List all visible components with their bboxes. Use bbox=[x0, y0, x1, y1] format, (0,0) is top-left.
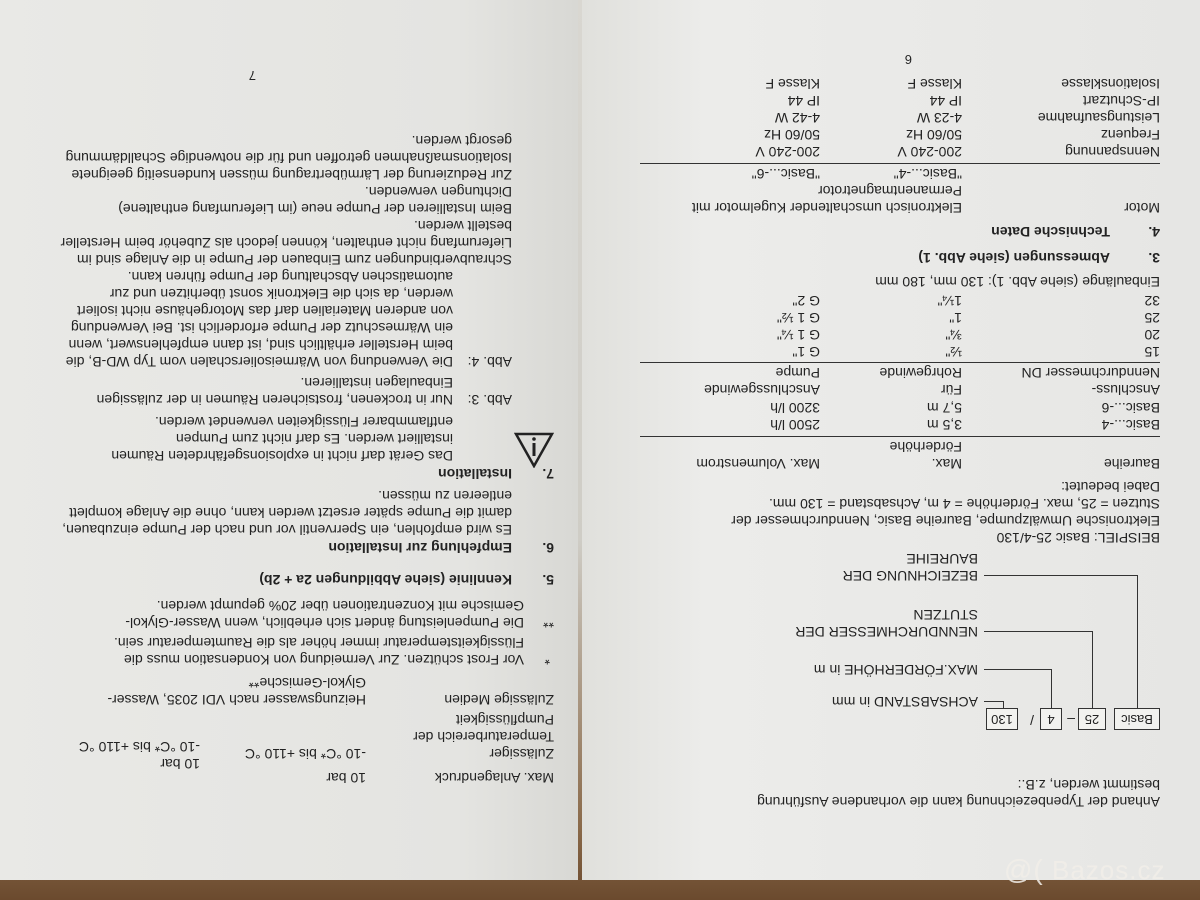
connector-head bbox=[1051, 669, 1052, 709]
type-dash: – bbox=[1067, 712, 1075, 728]
footnote-2-mark: ** bbox=[543, 615, 554, 631]
page-number-6: 6 bbox=[904, 52, 912, 67]
tech-row2-v6: 50/60 Hz bbox=[763, 127, 820, 143]
tech-row2-label: Frequenz bbox=[1100, 127, 1160, 143]
watermark-text: Bazos.cz bbox=[1051, 855, 1166, 885]
footnote-2-line-1: Die Pumpenleistung ändert sich erheblich, wenn Wasser-Glykol- bbox=[125, 615, 524, 631]
abb4-line-6: automatischen Abschaltung der Pumpe führen kann. bbox=[127, 269, 453, 285]
legend-nenndurchmesser: NENNDURCHMESSER DER bbox=[795, 624, 978, 640]
tech-row4-v6: IP 44 bbox=[787, 93, 820, 109]
pressure-basic-4: 10 bar bbox=[326, 770, 366, 786]
abb4-line-12: Zur Reduzierung der Lärmübertragung müssen kundenseitig geeignete bbox=[71, 167, 512, 183]
tech-row3-label: Leistungsaufnahme bbox=[1037, 110, 1160, 126]
watermark bbox=[1004, 854, 1165, 886]
table2-header-rohrgewinde: Rohrgewinde bbox=[879, 365, 962, 381]
section-7-number: 7. bbox=[542, 466, 554, 482]
abb3-line-2: Einbaulagen installieren. bbox=[300, 375, 453, 391]
motor-desc-2: Permanentmagnetrotor bbox=[818, 183, 962, 199]
temp-basic-6: -10 °C* bis +110 °C bbox=[78, 739, 200, 755]
table2-row1-pipe: ½" bbox=[945, 344, 962, 360]
footnote-1-line-1: Vor Frost schützen. Zur Vermeidung von Kondensation muss die bbox=[124, 652, 524, 668]
abb3-line-1: Nur in trockenen, frostsicheren Räumen in der zulässigen bbox=[96, 392, 453, 408]
temp-basic-4: -10 °C* bis +110 °C bbox=[244, 746, 366, 762]
tech-row4-v4: IP 44 bbox=[929, 93, 962, 109]
intro-line-1: Anhand der Typenbezeichnung kann die vorhandene Ausführung bbox=[757, 794, 1160, 810]
table1-row2-flow: 3200 l/h bbox=[770, 400, 820, 416]
tech-col-basic-6: "Basic...-6" bbox=[751, 166, 820, 182]
abb3-label: Abb. 3: bbox=[467, 392, 512, 408]
type-slash: / bbox=[1030, 712, 1034, 728]
abb4-line-11: Dichtungen verwenden. bbox=[364, 184, 512, 200]
table1-header-foerderhoehe: Förderhöhe bbox=[889, 439, 962, 455]
legend-stutzen: STUTZEN bbox=[913, 607, 978, 623]
connector-dn bbox=[1092, 631, 1093, 709]
table1-row2-name: Basic...-6 bbox=[1101, 400, 1160, 416]
table2-header-pumpe: Pumpe bbox=[775, 365, 820, 381]
bazos-logo-icon: @( bbox=[1004, 854, 1044, 885]
tech-row5-v6: Klasse F bbox=[765, 76, 820, 92]
connector-dn-h bbox=[984, 631, 1093, 632]
tech-row5-v4: Klasse F bbox=[907, 76, 962, 92]
abb4-label: Abb. 4: bbox=[467, 354, 512, 370]
intro-line-2: bestimmt werden, z.B.: bbox=[1017, 777, 1160, 793]
table2-row1-dn: 15 bbox=[1144, 344, 1160, 360]
footnote-2-line-2: Gemische mit Konzentrationen über 20% gepumpt werden. bbox=[156, 598, 524, 614]
table2-row4-pipe: 1¼" bbox=[937, 293, 962, 309]
footnote-1-mark: * bbox=[544, 652, 550, 668]
table2-row3-pump: G 1 ½" bbox=[776, 310, 820, 326]
motor-desc-1: Elektronisch umschaltender Kugelmotor mit bbox=[691, 200, 962, 216]
tech-row4-label: IP-Schutzart bbox=[1082, 93, 1160, 109]
table2-header-anschluss: Anschluss- bbox=[1091, 382, 1160, 398]
table2-header-fuer: Für bbox=[941, 382, 962, 398]
media-label: Zulässige Medien bbox=[444, 692, 554, 708]
page-7 bbox=[0, 0, 578, 880]
tech-row3-v4: 4-23 W bbox=[916, 110, 962, 126]
tech-row3-v6: 4-42 W bbox=[774, 110, 820, 126]
table2-rule bbox=[640, 362, 1160, 363]
section-5-number: 5. bbox=[542, 572, 554, 588]
pressure-basic-6: 10 bar bbox=[160, 756, 200, 772]
warning-line-1: Das Gerät darf nicht in explosionsgefährdeten Räumen bbox=[111, 448, 453, 464]
abb4-line-5: werden, da sich die Elektronik sonst überhitzen und zur bbox=[109, 286, 453, 302]
table1-header-baureihe: Baureihe bbox=[1103, 456, 1160, 472]
connector-head-h bbox=[984, 669, 1052, 670]
footnote-1-line-2: Flüssigkeitstemperatur immer höher als die Raumtemperatur sein. bbox=[113, 635, 524, 651]
abb4-line-4: von anderen Materialien darf das Motorgehäuse nicht isoliert bbox=[77, 303, 453, 319]
legend-foerderhoehe: MAX.FÖRDERHÖHE in m bbox=[813, 662, 978, 678]
abb4-line-3: ein Wärmeschutz der Pumpe erforderlich ist. Bei Verwendung bbox=[70, 320, 453, 336]
temp-label-1: Zulässiger bbox=[489, 746, 554, 762]
type-box-head: 4 bbox=[1040, 708, 1062, 730]
table2-header-gewinde: Anschlussgewinde bbox=[704, 382, 820, 398]
section-6-line-3: entleeren zu müssen. bbox=[378, 488, 512, 504]
legend-bezeichnung: BEZEICHNUNG DER bbox=[842, 568, 978, 584]
section-4-number: 4. bbox=[1148, 224, 1160, 240]
table2-row3-dn: 25 bbox=[1144, 310, 1160, 326]
abb4-line-14: gesorgt werden. bbox=[411, 133, 512, 149]
section-6-line-1: Es wird empfohlen, ein Sperrventil vor und nach der Pumpe einzubauen, bbox=[62, 522, 512, 538]
tech-row1-label: Nennspannung bbox=[1065, 144, 1160, 160]
temp-label-3: Pumpflüssigkeit bbox=[455, 712, 554, 728]
example-line-2: Stutzen = 25, max. Förderhöhe = 4 m, Achsabstand = 130 mm. bbox=[768, 496, 1160, 512]
media-value-2: Glykol-Gemische** bbox=[248, 675, 366, 691]
section-4-title: Technische Daten bbox=[991, 224, 1110, 240]
section-5-title: Kennlinie (siehe Abbildungen 2a + 2b) bbox=[259, 572, 512, 588]
abb4-line-8: Lieferumfang nicht enthalten, können jedoch als Zubehör beim Hersteller bbox=[60, 235, 512, 251]
motor-label: Motor bbox=[1124, 200, 1160, 216]
warning-line-3: entflammbarer Flüssigkeiten verwendet werden. bbox=[154, 414, 453, 430]
abb4-line-7: Schraubverbindungen zum Einbauen der Pumpe in die Anlage sind im bbox=[76, 252, 512, 268]
connector-axis-h bbox=[984, 701, 1004, 702]
section-6-line-2: damit die Pumpe später ersetzt werden kann, ohne die Anlage komplett bbox=[69, 505, 512, 521]
table1-header-max: Max. bbox=[931, 456, 962, 472]
table2-row4-dn: 32 bbox=[1144, 293, 1160, 309]
abb4-line-10: Beim Installieren der Pumpe neue (im Lieferumfang enthaltene) bbox=[118, 201, 512, 217]
connector-axis bbox=[1003, 701, 1004, 709]
temp-label-2: Temperaturbereich der bbox=[413, 729, 554, 745]
table1-row1-name: Basic...-4 bbox=[1101, 417, 1160, 433]
type-box-dn: 25 bbox=[1078, 708, 1106, 730]
tech-row5-label: Isolationsklasse bbox=[1061, 76, 1160, 92]
table2-header-dn: Nenndurchmesser DN bbox=[1021, 365, 1160, 381]
example-line-1: Elektronische Umwälzpumpe, Baureihe Basic, Nenndurchmesser der bbox=[731, 513, 1160, 529]
tech-col-basic-4: "Basic...-4" bbox=[893, 166, 962, 182]
connector-series-h bbox=[984, 575, 1138, 576]
warning-line-2: installiert werden. Es darf nicht zum Pumpen bbox=[175, 431, 453, 447]
abb4-line-1: Die Verwendung von Wärmeisolierschalen vom Typ WD-B, die bbox=[65, 354, 453, 370]
table2-row3-pipe: 1" bbox=[949, 310, 962, 326]
table2-row2-pipe: ¾" bbox=[945, 327, 962, 343]
abb4-line-9: bestellt werden. bbox=[413, 218, 512, 234]
tech-rule bbox=[640, 163, 1160, 164]
abb4-line-13: Isolationsmaßnahmen getroffen und für die notwendige Schalldämmung bbox=[65, 150, 512, 166]
tech-row1-v4: 200-240 V bbox=[897, 144, 962, 160]
table1-row1-head: 3,5 m bbox=[926, 417, 962, 433]
media-value-1: Heizungswasser nach VDI 2035, Wasser- bbox=[107, 692, 366, 708]
table1-row1-flow: 2500 l/h bbox=[770, 417, 820, 433]
type-box-basic: Basic bbox=[1114, 708, 1160, 730]
warning-triangle-icon bbox=[514, 432, 554, 468]
table1-row2-head: 5,7 m bbox=[926, 400, 962, 416]
table2-row1-pump: G 1" bbox=[792, 344, 820, 360]
table2-row4-pump: G 2" bbox=[792, 293, 820, 309]
page-6 bbox=[582, 0, 1200, 880]
tech-row1-v6: 200-240 V bbox=[755, 144, 820, 160]
type-box-axis: 130 bbox=[986, 708, 1018, 730]
section-7-title: Installation bbox=[438, 466, 512, 482]
page-number-7: 7 bbox=[248, 68, 256, 83]
einbaulaenge: Einbaulänge (siehe Abb. 1): 130 mm, 180 mm bbox=[875, 274, 1160, 290]
section-3-title: Abmessungen (siehe Abb. 1) bbox=[918, 250, 1110, 266]
table1-header-volumenstrom: Max. Volumenstrom bbox=[696, 456, 820, 472]
table2-row2-pump: G 1 ¼" bbox=[776, 327, 820, 343]
legend-baureihe: BAUREIHE bbox=[906, 551, 978, 567]
example-title: BEISPIEL: Basic 25-4/130 bbox=[996, 530, 1160, 546]
section-3-number: 3. bbox=[1148, 250, 1160, 266]
connector-series bbox=[1137, 575, 1138, 709]
abb4-line-2: beim Hersteller erhältlich sind, ist dann empfehlenswert, wenn bbox=[68, 337, 453, 353]
table2-row2-dn: 20 bbox=[1144, 327, 1160, 343]
example-line-3: Dabei bedeutet: bbox=[1061, 479, 1160, 495]
table1-rule bbox=[640, 436, 1160, 437]
legend-achsabstand: ACHSABSTAND in mm bbox=[832, 694, 978, 710]
section-6-number: 6. bbox=[542, 540, 554, 556]
tech-row2-v4: 50/60 Hz bbox=[905, 127, 962, 143]
pressure-label: Max. Anlagendruck bbox=[434, 770, 554, 786]
section-6-title: Empfehlung zur Installation bbox=[328, 540, 512, 556]
